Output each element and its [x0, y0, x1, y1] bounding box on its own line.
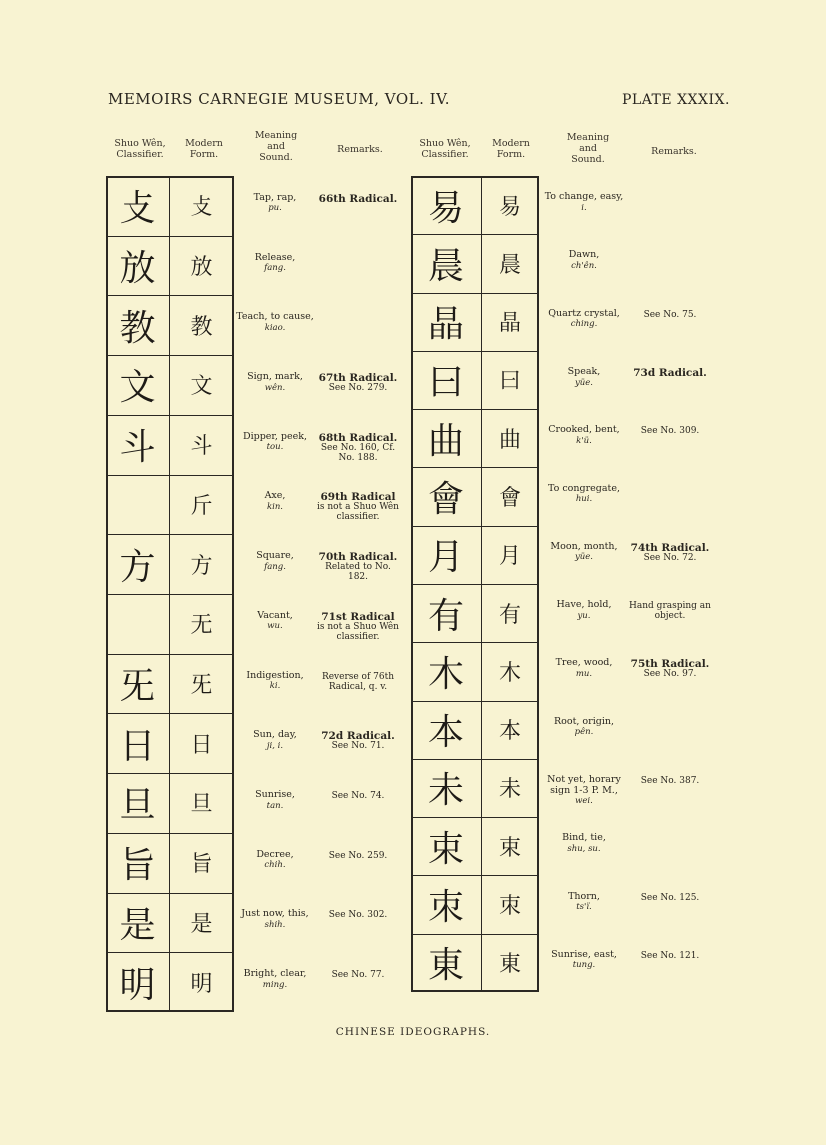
remark [314, 433, 402, 463]
sound-text: shu, su. [567, 843, 601, 854]
meaning-text: Speak, [567, 366, 601, 377]
col-header-meaning [238, 130, 314, 163]
meaning-text: Sunrise, east, [551, 948, 617, 960]
meaning-text: Decree, [256, 848, 294, 860]
remark-radical: 72d Radical. [321, 730, 395, 743]
meaning-text: Moon, month, [550, 540, 618, 552]
seal-character: 文 [119, 367, 156, 409]
seal-character: 曰 [427, 362, 464, 404]
modern-character: 本 [498, 719, 521, 745]
meaning-and-sound [540, 775, 628, 807]
meaning-and-sound [234, 611, 316, 632]
modern-character: 是 [190, 911, 213, 937]
seal-character: 旨 [119, 845, 156, 887]
remark [314, 612, 402, 642]
modern-character: 會 [498, 486, 521, 512]
modern-character: 曲 [498, 427, 521, 453]
meaning-and-sound [234, 193, 316, 214]
meaning-and-sound [540, 309, 628, 330]
sound-text: mu. [575, 668, 593, 679]
sound-text: ji, i. [266, 740, 284, 751]
remark-text: See No. 74. [331, 791, 385, 801]
meaning-and-sound [540, 542, 628, 563]
col-header-remarks [634, 146, 714, 157]
meaning-text: Not yet, horary sign 1-3 P. M., [547, 774, 621, 796]
seal-character: 旡 [119, 666, 156, 708]
modern-character: 斗 [190, 434, 213, 460]
modern-character: 朿 [498, 894, 521, 920]
meaning-text: Just now, this, [241, 908, 309, 920]
col-header-remarks [320, 144, 400, 155]
remark-text: See No. 72. [643, 552, 697, 563]
seal-character: 放 [119, 248, 156, 290]
remark-radical: 73d Radical. [633, 367, 707, 379]
sound-text: tan. [266, 800, 284, 811]
remark [624, 543, 716, 563]
sound-text: ch'ên. [571, 260, 597, 271]
remark-radical: 69th Radical [320, 491, 396, 504]
remark-text: See No. 75. [643, 309, 697, 320]
modern-character: 日 [190, 732, 213, 758]
sound-text: ts'ï. [576, 902, 592, 913]
meaning-text: Teach, to cause, [236, 311, 314, 323]
meaning-text: Dawn, [568, 249, 600, 261]
remark [314, 194, 402, 204]
meaning-text: Tree, wood, [555, 657, 613, 669]
col-header-line: Meaning [254, 130, 298, 141]
remark [314, 910, 402, 920]
meaning-text: Bind, tie, [562, 832, 606, 844]
col-header-line: and [579, 143, 597, 154]
meaning-and-sound [234, 312, 316, 333]
modern-character: 有 [498, 602, 521, 628]
meaning-text: Sunrise, [255, 789, 295, 800]
col-header-line: Form. [496, 149, 526, 160]
meaning-and-sound [234, 730, 316, 751]
col-header-line: Shuo Wên, [114, 138, 166, 149]
sound-text: wên. [264, 382, 286, 393]
modern-character: 放 [190, 255, 213, 281]
seal-character [106, 475, 169, 535]
modern-character: 木 [498, 660, 521, 686]
col-header-line: Classifier. [421, 149, 469, 160]
meaning-and-sound [234, 253, 316, 274]
remark-text: is not a Shuo Wên classifier. [317, 621, 399, 642]
meaning-text: Thorn, [568, 890, 600, 902]
sound-text: yu. [577, 610, 591, 621]
meaning-and-sound [234, 969, 316, 990]
seal-character: 未 [427, 770, 464, 812]
meaning-and-sound [540, 250, 628, 271]
meaning-text: Have, hold, [556, 599, 612, 611]
sound-text: ming. [262, 979, 288, 990]
meaning-and-sound [234, 671, 316, 692]
seal-character: 明 [119, 964, 156, 1006]
sound-text: chih. [264, 860, 286, 871]
remark-text: Related to No. 182. [325, 562, 391, 583]
sound-text: ki. [269, 681, 281, 692]
seal-character: 木 [427, 653, 464, 695]
sound-text: kin. [266, 501, 284, 512]
meaning-text: Sign, mark, [247, 371, 303, 382]
remark-radical: 67th Radical. [318, 372, 398, 384]
seal-character [106, 594, 169, 654]
col-header-line: Classifier. [116, 149, 164, 160]
remark [314, 731, 402, 751]
meaning-and-sound [234, 432, 316, 453]
seal-character: 方 [119, 546, 156, 588]
seal-character: 易 [427, 187, 464, 229]
meaning-and-sound [540, 833, 628, 854]
seal-character: 攴 [119, 188, 156, 230]
modern-character: 旨 [190, 852, 213, 878]
seal-character: 東 [427, 945, 464, 987]
sound-text: pên. [574, 727, 594, 738]
seal-character: 教 [119, 307, 156, 349]
running-header: MEMOIRS CARNEGIE MUSEUM, VOL. IV. [108, 90, 451, 108]
meaning-and-sound [540, 717, 628, 738]
modern-character: 未 [498, 777, 521, 803]
remark-text: See No. 71. [331, 741, 385, 752]
meaning-text: Sun, day, [253, 729, 297, 741]
seal-character: 會 [427, 479, 464, 521]
remark-text: See No. 77. [331, 970, 385, 981]
modern-character: 无 [190, 613, 213, 639]
sound-text: tou. [266, 442, 284, 453]
remark [314, 791, 402, 801]
meaning-text: Tap, rap, [253, 191, 297, 203]
meaning-and-sound [234, 491, 316, 512]
meaning-text: Vacant, [257, 609, 293, 621]
sound-text: kiao. [264, 322, 286, 333]
modern-character: 晨 [498, 252, 521, 278]
sound-text: i. [581, 202, 587, 213]
seal-character: 曲 [427, 420, 464, 462]
remark-radical: 70th Radical. [318, 551, 398, 564]
modern-character: 明 [190, 971, 213, 997]
plate-caption: CHINESE IDEOGRAPHS. [335, 1026, 491, 1038]
meaning-and-sound [540, 950, 628, 971]
modern-character: 晶 [498, 311, 521, 337]
modern-character: 月 [498, 544, 521, 570]
meaning-text: Bright, clear, [243, 968, 307, 980]
modern-character: 攴 [190, 195, 213, 221]
remark [314, 373, 402, 393]
remark-text: See No. 121. [640, 950, 700, 961]
remark-radical: 74th Radical. [630, 541, 710, 554]
plate-number: PLATE XXXIX. [622, 92, 730, 108]
sound-text: wu. [267, 621, 283, 632]
remark-radical: 75th Radical. [630, 658, 710, 671]
col-header-line: Remarks. [337, 144, 383, 155]
meaning-and-sound [234, 850, 316, 871]
sound-text: yüe. [574, 552, 593, 563]
meaning-text: Crooked, bent, [548, 424, 620, 436]
meaning-and-sound [540, 892, 628, 913]
meaning-and-sound [540, 367, 628, 388]
seal-character: 晶 [427, 304, 464, 346]
meaning-text: Dipper, peek, [242, 430, 308, 442]
remark [314, 851, 402, 861]
modern-character: 方 [190, 553, 213, 579]
meaning-and-sound [540, 484, 628, 505]
remark-text: See No. 97. [643, 669, 697, 680]
modern-character: 易 [498, 194, 521, 220]
seal-character: 束 [427, 828, 464, 870]
seal-character: 日 [119, 725, 156, 767]
remark-text: See No. 309. [640, 426, 700, 437]
meaning-text: Axe, [264, 490, 286, 502]
col-header-line: Modern [492, 138, 530, 149]
remark-text: See No. 160, Cf. No. 188. [320, 442, 396, 463]
remark-text: See No. 259. [328, 850, 388, 861]
remark [624, 310, 716, 320]
col-header-line: Modern [185, 138, 223, 149]
seal-character: 是 [119, 904, 156, 946]
remark [624, 659, 716, 679]
meaning-text: Square, [256, 550, 294, 562]
modern-character: 教 [190, 314, 213, 340]
sound-text: k'ü. [576, 435, 592, 446]
meaning-text: Release, [254, 251, 296, 263]
remark-text: See No. 387. [640, 776, 700, 786]
remark [624, 426, 716, 436]
sound-text: tung. [572, 960, 596, 971]
modern-character: 斤 [190, 493, 213, 519]
col-header-shuo-wen [108, 138, 172, 160]
remark-text: See No. 279. [328, 383, 388, 393]
remark [314, 552, 402, 582]
remark [314, 970, 402, 980]
meaning-and-sound [234, 372, 316, 393]
remark-radical: 68th Radical. [318, 431, 398, 444]
modern-character: 東 [498, 952, 521, 978]
meaning-and-sound [540, 658, 628, 679]
remark-text: See No. 302. [328, 910, 388, 921]
remark [624, 951, 716, 961]
seal-character: 有 [427, 595, 464, 637]
sound-text: ching. [570, 319, 598, 330]
modern-character: 旦 [190, 792, 213, 818]
sound-text: fang. [264, 263, 286, 274]
remark-radical: 71st Radical [321, 610, 395, 623]
col-header-line: Shuo Wên, [419, 138, 471, 149]
col-header-line: Remarks. [651, 146, 697, 157]
sound-text: shih. [264, 919, 286, 930]
meaning-text: To change, easy, [544, 191, 624, 203]
remark [624, 893, 716, 903]
remark-text: is not a Shuo Wên classifier. [317, 502, 399, 523]
seal-character: 旦 [119, 785, 156, 827]
sound-text: pu. [268, 203, 282, 214]
remark [314, 492, 402, 522]
remark-text: Reverse of 76th Radical, q. v. [321, 671, 395, 692]
sound-text: wei. [575, 796, 593, 806]
col-header-shuo-wen [412, 138, 478, 160]
meaning-and-sound [540, 600, 628, 621]
modern-character: 文 [190, 374, 213, 400]
seal-character: 月 [427, 537, 464, 579]
meaning-text: Indigestion, [246, 669, 304, 681]
sound-text: fang. [264, 561, 286, 572]
modern-character: 旡 [190, 673, 213, 699]
meaning-text: Root, origin, [553, 715, 614, 727]
remark [624, 368, 716, 378]
remark-text: Hand grasping an object. [629, 601, 711, 622]
sound-text: hui. [575, 494, 593, 505]
col-header-meaning [550, 132, 626, 165]
remark [314, 672, 402, 692]
col-header-line: Meaning [566, 132, 610, 143]
modern-character: 曰 [498, 369, 521, 395]
remark-radical: 66th Radical. [318, 192, 398, 205]
seal-character: 朿 [427, 887, 464, 929]
meaning-and-sound [234, 790, 316, 811]
seal-character: 斗 [119, 427, 156, 469]
meaning-and-sound [540, 425, 628, 446]
meaning-text: Quartz crystal, [548, 307, 620, 319]
sound-text: yüe. [574, 377, 593, 388]
col-header-line: Sound. [259, 152, 293, 163]
col-header-line: Form. [189, 149, 219, 160]
col-header-line: Sound. [571, 154, 605, 165]
col-header-line: and [267, 141, 285, 152]
meaning-and-sound [540, 192, 628, 213]
col-header-modern [482, 138, 540, 160]
remark [624, 776, 716, 786]
remark [624, 601, 716, 621]
seal-character: 晨 [427, 245, 464, 287]
seal-character: 本 [427, 712, 464, 754]
col-header-modern [176, 138, 232, 160]
meaning-and-sound [234, 909, 316, 930]
modern-character: 束 [498, 835, 521, 861]
meaning-text: To congregate, [548, 482, 620, 494]
remark-text: See No. 125. [640, 892, 700, 903]
meaning-and-sound [234, 551, 316, 572]
